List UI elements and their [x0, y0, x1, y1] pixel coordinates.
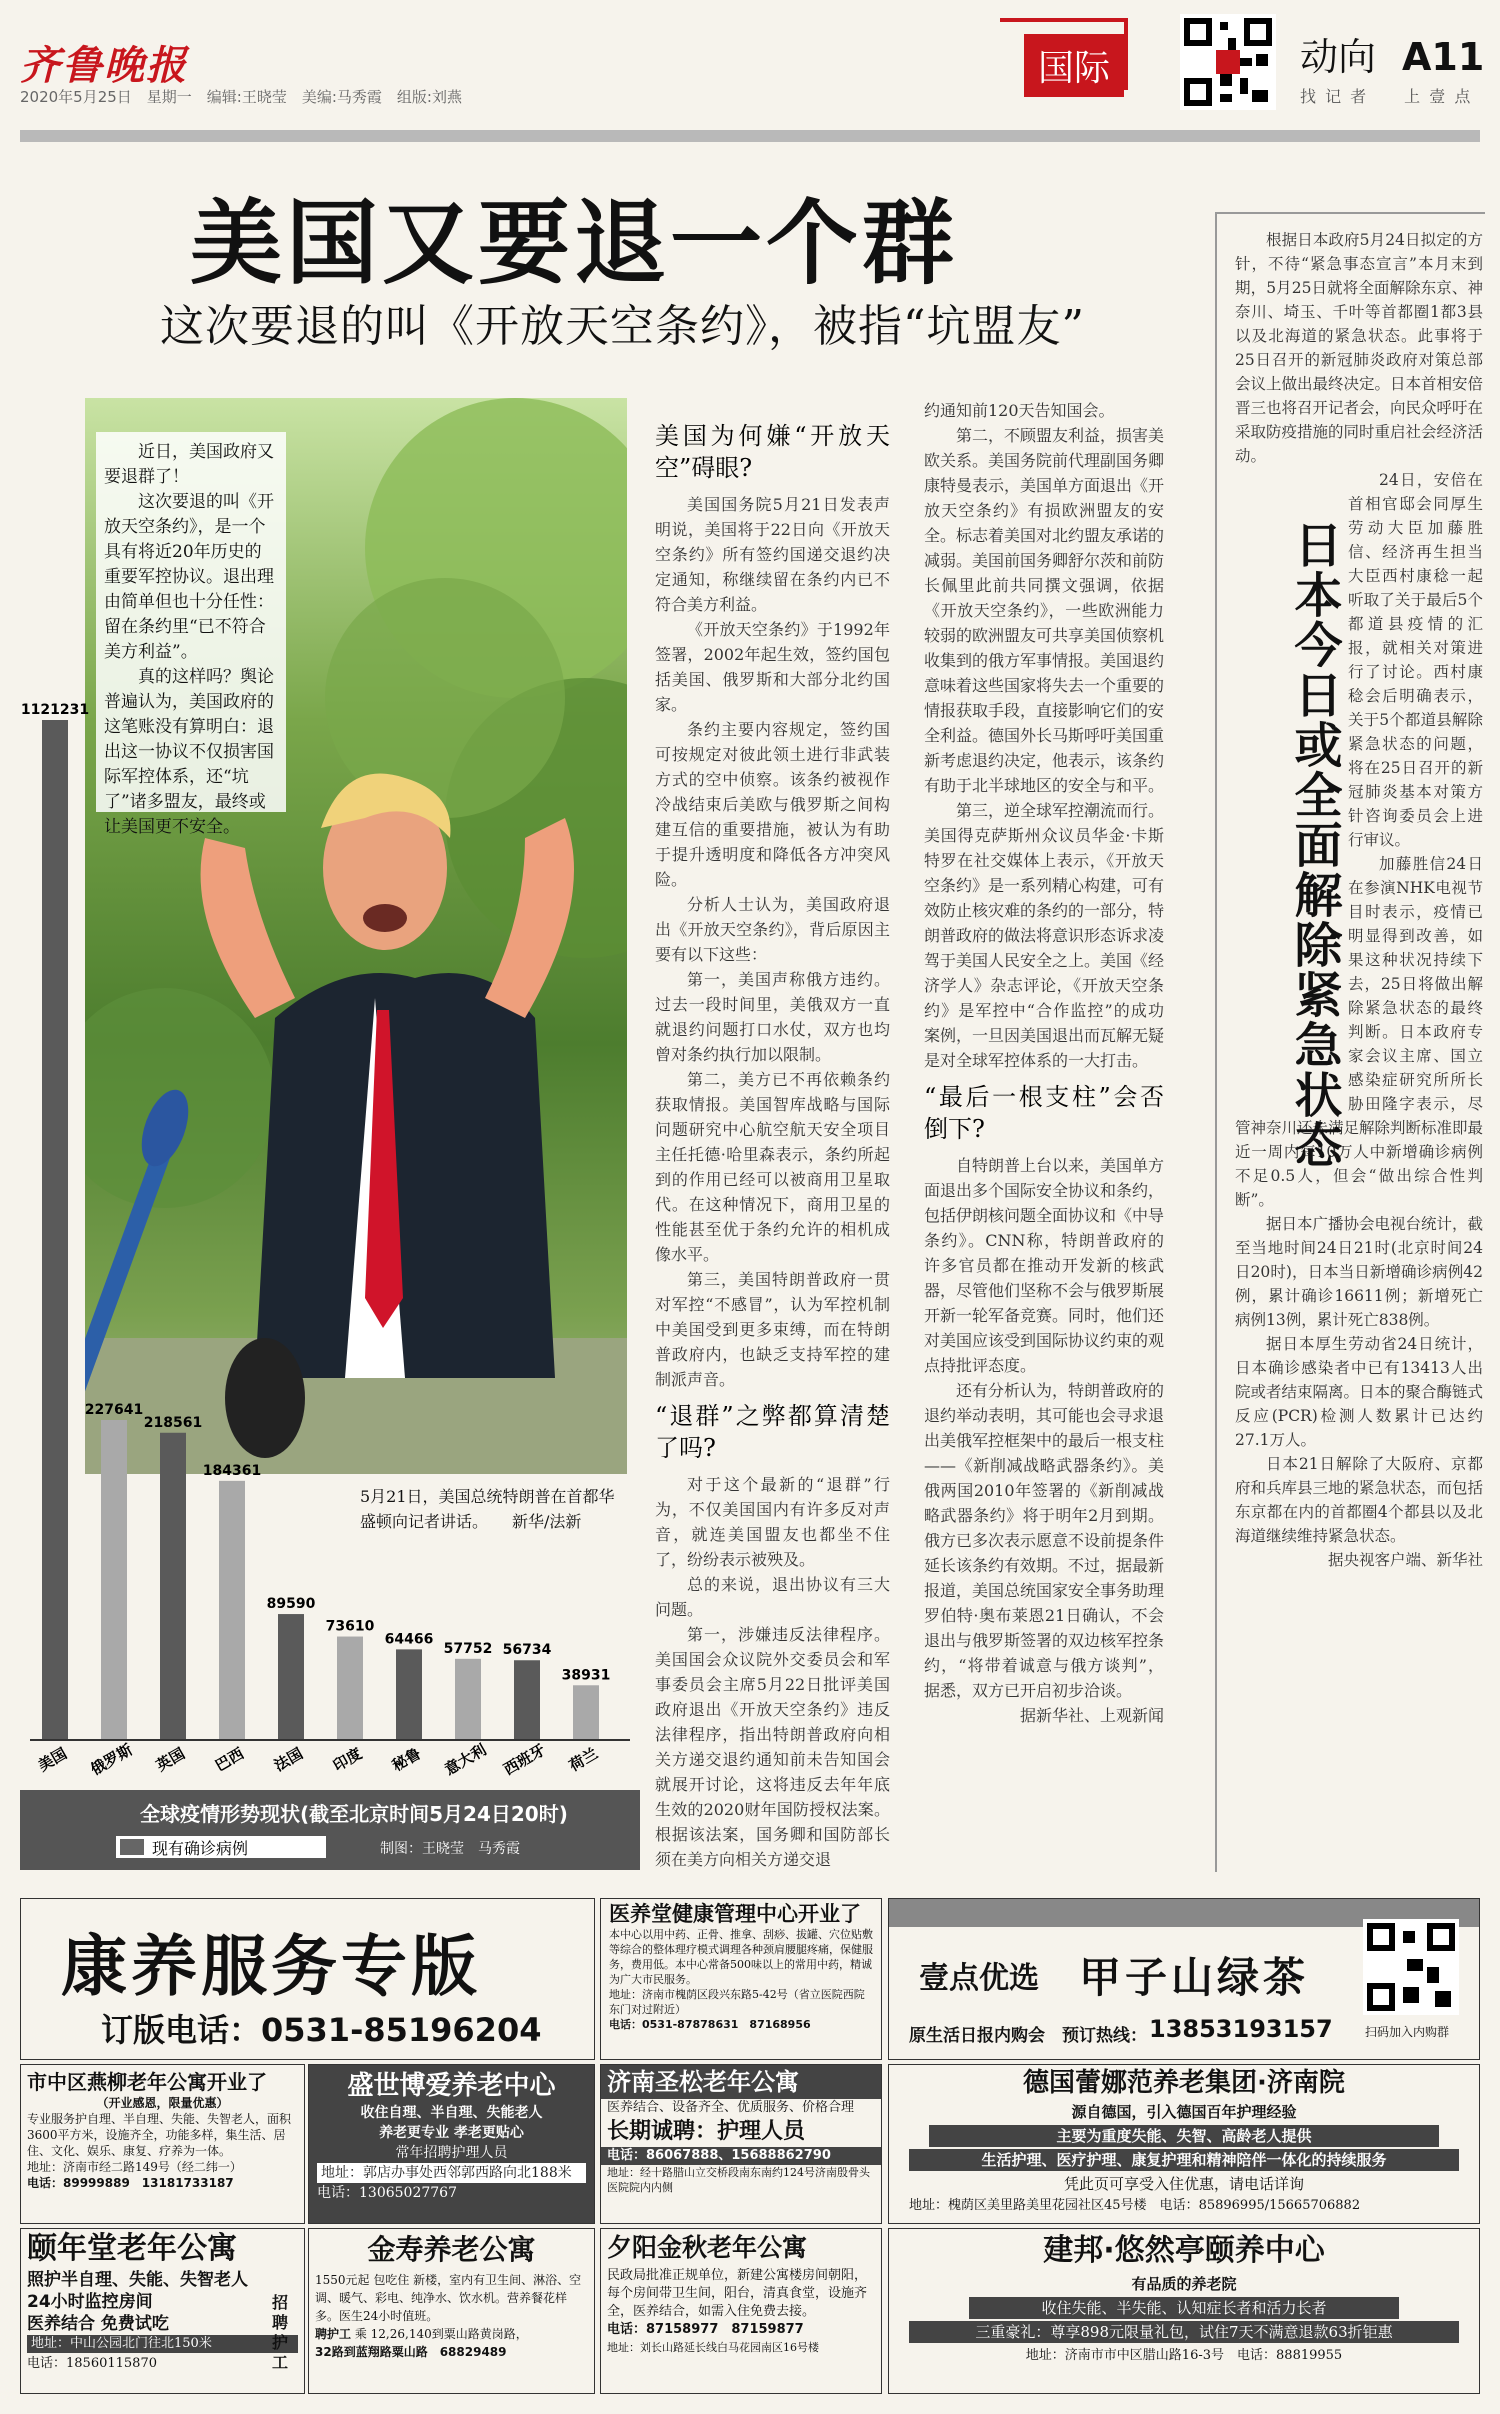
- section-label: 国际: [1024, 34, 1124, 97]
- bar-秘鲁: [396, 1649, 422, 1740]
- col1-heading-2: “退群”之弊都算清楚了吗?: [655, 1402, 890, 1462]
- chart-title: 全球疫情形势现状(截至北京时间5月24日20时): [140, 1802, 568, 1826]
- qr-code-icon: [1363, 1919, 1459, 2015]
- category-label: 秘鲁: [389, 1744, 424, 1775]
- ad-tea-tel: 13853193157: [1149, 2015, 1333, 2043]
- ad-kangyang-title: 康养服务专版: [61, 1928, 481, 2005]
- ad-tea: [888, 1898, 1480, 2060]
- sidebar-title: 日本今日或全面解除紧急状态: [1286, 520, 1342, 1170]
- bar-value-label: 57752: [443, 1640, 493, 1657]
- category-label: 法国: [271, 1744, 306, 1775]
- bar-意大利: [455, 1659, 481, 1740]
- chart-credit: 制图：王晓莹 马秀霞: [380, 1841, 520, 1857]
- bar-value-label: 38931: [561, 1667, 611, 1684]
- ad-tea-brand: 壹点优选: [919, 1961, 1039, 1996]
- bar-value-label: 218561: [143, 1414, 203, 1431]
- bar-英国: [160, 1433, 186, 1740]
- category-label: 西班牙: [500, 1740, 549, 1779]
- article-col-2: 约通知前120天告知国会。 第二，不顾盟友利益，损害美欧关系。美国务院前代理副国务卿康特曼表示，美国单方面退出《开放天空条约》有损欧洲盟友的安全。标志着美国对北约盟友承诺的减弱。美国前国务卿舒尔茨和前防长佩里此前共同撰文强调，依据《开放天空条约》，一些欧洲能力较弱的欧洲盟友可共享美国侦察机收集到的俄方军事情报。美国退约意味着这些国家将失去一个重要的情报获取手段，直接影响它们的安全利益。德国外长马斯呼吁美国重新考虑退约决定，他表示，该条约有助于北半球地区的安全与和平。 第三，逆全球军控潮流而行。美国得克萨斯州众议员华金·卡斯特罗在社交媒体上表示，《开放天空条约》是一系列精心构建，可有效防止核灾难的条约的一部分，特朗普政府的做法将意识形态诉求凌驾于美国人民安全之上。美国《经济学人》杂志评论，《开放天空条约》是军控中“合作监控”的成功案例，一旦因美国退出而瓦解无疑是对全球军控体系的一大打击。 “最后一根支柱”会否倒下? 自特朗普上台以来，美国单方面退出多个国际安全协议和条约，包括伊朗核问题全面协议和《中导条约》。CNN称，特朗普政府的许多官员都在推动开发新的核武器，尽管他们坚称不会与俄罗斯展开新一轮军备竞赛。同时，他们还对美国应该受到国际协议约束的观点持批评态度。 还有分析认为，特朗普政府的退约举动表明，其可能也会寻求退出美俄军控框架中的最后一根支柱——《新削减战略武器条约》。美俄两国2010年签署的《新削减战略武器条约》将于明年2月到期。俄方已多次表示愿意不设前提条件延长该条约有效期。不过，据最新报道，美国总统国家安全事务助理罗伯特·奥布莱恩21日确认，不会退出与俄罗斯签署的双边核军控条约，“将带着诚意与俄方谈判”，据悉，双方已开启初步洽谈。 据新华社、上观新闻: [924, 398, 1164, 1868]
- qr-code-icon: [1180, 14, 1276, 110]
- ad-kangyang: [20, 1898, 595, 2060]
- article-source: 据新华社、上观新闻: [1019, 1706, 1164, 1725]
- intro-p3: 真的这样吗？舆论普遍认为，美国政府的这笔账没有算明白：退出这一协议不仅损害国际军控体系，还“坑了”诸多盟友，最终或让美国更不安全。: [104, 667, 274, 837]
- category-label: 巴西: [212, 1744, 247, 1775]
- bar-value-label: 89590: [266, 1596, 316, 1613]
- ad-jianbang: 建邦·悠然亭颐养中心 有品质的养老院 收住失能、半失能、认知症长者和活力长者 三重豪礼：尊享898元限量礼包，试住7天不满意退款63折钜惠 地址：济南市市中区腊山路16-3号 电话：88819955: [888, 2228, 1480, 2394]
- category-label: 意大利: [441, 1740, 490, 1779]
- bar-value-label: 227641: [84, 1402, 144, 1418]
- photo-caption: 5月21日，美国总统特朗普在首都华盛顿向记者讲话。 新华/法新: [360, 1487, 615, 1531]
- header-rule: [20, 130, 1480, 142]
- bar-value-label: 1121231: [20, 702, 90, 718]
- page-title: 动向 A11: [1300, 35, 1485, 79]
- section-tag: [1000, 18, 1128, 90]
- category-label: 英国: [153, 1744, 188, 1775]
- ad-shengsong: 济南圣松老年公寓 医养结合、设备齐全、优质服务、价格合理 长期诚聘：护理人员 电话：86067888、15688862790 地址：经十路腊山立交桥段南东南约124号济南殷骨头医院院内内侧: [600, 2064, 882, 2224]
- sidebar-source: 据央视客户端、新华社: [1327, 1551, 1483, 1569]
- ad-yinian: 颐年堂老年公寓 照护半自理、失能、失智老人 24小时监控房间 医养结合 免费试吃 地址：中山公园北门往北150米 电话：18560115870 招聘护工: [20, 2228, 305, 2394]
- bar-俄罗斯: [101, 1420, 127, 1740]
- bar-美国: [42, 720, 68, 1740]
- col1-heading-1: 美国为何嫌“开放天空”碍眼?: [655, 422, 890, 482]
- ad-tea-qr-label: 扫码加入内购群: [1365, 2025, 1450, 2039]
- sidebar-article: 根据日本政府5月24日拟定的方针，不待“紧急事态宣言”本月末到期，5月25日就将全面解除东京、神奈川、埼玉、千叶等首都圈1都3县以及北海道的紧急状态。此事将于25日召开的新冠肺炎政府对策总部会议上做出最终决定。日本首相安倍晋三也将召开记者会，向民众呼吁在采取防疫措施的同时重启社会经济活动。 24日，安倍在首相官邸会同厚生劳动大臣加藤胜信、经济再生担当大臣西村康稔一起听取了关于最后5个都道县疫情的汇报，就相关对策进行了讨论。西村康稔会后明确表示，关于5个都道县解除紧急状态的问题，将在25日召开的新冠肺炎基本对策方针咨询委员会上进行审议。 加藤胜信24日在参演NHK电视节目时表示，疫情已明显得到改善，如果这种状况持续下去，25日将做出解除紧急状态的最终判断。日本政府专家会议主席、国立感染症研究所所长胁田隆字表示，尽管神奈川还未满足解除判断标准即最近一周内每10万人中新增确诊病例不足0.5人，但会“做出综合性判断”。 据日本广播协会电视台统计，截至当地时间24日21时(北京时间24日20时)，日本当日新增确诊病例42例，累计确诊16611例；新增死亡病例13例，累计死亡838例。 据日本厚生劳动省24日统计，日本确诊感染者中已有13413人出院或者结束隔离。日本的聚合酶链式反应(PCR)检测人数累计已达约27.1万人。 日本21日解除了大阪府、京都府和兵库县三地的紧急状态，而包括东京都在内的首都圈4个都县以及北海道继续维持紧急状态。 据央视客户端、新华社: [1235, 228, 1483, 1868]
- bar-value-label: 73610: [325, 1618, 375, 1635]
- chart-legend: 现有确诊病例: [116, 1836, 326, 1858]
- subheadline: 这次要退的叫《开放天空条约》，被指“坑盟友”: [160, 301, 1085, 352]
- ad-xiyang: 夕阳金秋老年公寓 民政局批准正规单位，新建公寓楼房间朝阳，每个房间带卫生间，阳台，清真食堂，设施齐全，医养结合，如需入住免费去接。 电话：87158977 87159877 地址：刘长山路延长线白马花园南区16号楼: [600, 2228, 882, 2394]
- ad-tea-product: 甲子山绿茶: [1079, 1953, 1310, 2002]
- ad-lenafan: 德国蕾娜范养老集团·济南院 源自德国，引入德国百年护理经验 主要为重度失能、失智、高龄老人提供 生活护理、医疗护理、康复护理和精神陪伴一体化的持续服务 凭此页可享受入住优惠，请电话详询 地址：槐荫区美里路美里花园社区45号楼 电话：85896995/15665706882: [888, 2064, 1480, 2224]
- bar-value-label: 64466: [384, 1631, 434, 1648]
- ad-shengshi: 盛世博爱养老中心 收住自理、半自理、失能老人 养老更专业 孝老更贴心 常年招聘护理人员 地址：郭店办事处西邻郭西路向北188米 电话：13065027767: [308, 2064, 595, 2224]
- bar-印度: [337, 1637, 363, 1740]
- page-number: A11: [1402, 35, 1485, 79]
- covid-bar-chart: [20, 700, 640, 1790]
- date-line: 2020年5月25日 星期一 编辑:王晓莹 美编:马秀霞 组版:刘燕: [20, 88, 462, 106]
- category-label: 俄罗斯: [87, 1740, 136, 1779]
- legend-swatch: [120, 1839, 144, 1855]
- article-col-1: 美国为何嫌“开放天空”碍眼? 美国国务院5月21日发表声明说，美国将于22日向《开放天空条约》所有签约国递交退约决定通知，称继续留在条约内已不符合美方利益。 《开放天空条约》于1992年签署，2002年起生效，签约国包括美国、俄罗斯和大部分北约国家。 条约主要内容规定，签约国可按规定对彼此领土进行非武装方式的空中侦察。该条约被视作冷战结束后美欧与俄罗斯之间构建互信的重要措施，被认为有助于提升透明度和降低各方冲突风险。 分析人士认为，美国政府退出《开放天空条约》，背后原因主要有以下这些： 第一，美国声称俄方违约。过去一段时间里，美俄双方一直就退约问题打口水仗，双方也均曾对条约执行加以限制。 第二，美方已不再依赖条约获取情报。美国智库战略与国际问题研究中心航空航天安全项目主任托德·哈里森表示，条约所起到的作用已经可以被商用卫星取代。在这种情况下，商用卫星的性能甚至优于条约允许的相机成像水平。 第三，美国特朗普政府一贯对军控“不感冒”，认为军控机制中美国受到更多束缚，而在特朗普政府内，也缺乏支持军控的建制派声音。 “退群”之弊都算清楚了吗? 对于这个最新的“退群”行为，不仅美国国内有许多反对声音，就连美国盟友也都坐不住了，纷纷表示被殃及。 总的来说，退出协议有三大问题。 第一，涉嫌违反法律程序。美国国会众议院外交委员会和军事委员会主席5月22日批评美国政府退出《开放天空条约》违反法律程序，指出特朗普政府向相关方递交退约通知前未告知国会就展开讨论，这将违反去年年底生效的2020财年国防授权法案。根据该法案，国务卿和国防部长须在美方向相关方递交退: [655, 422, 890, 1869]
- category-label: 美国: [35, 1744, 70, 1775]
- intro-p2: 这次要退的叫《开放天空条约》，是一个具有将近20年历史的重要军控协议。退出理由简单但也十分任性：留在条约里“已不符合美方利益”。: [104, 492, 274, 662]
- headline: 美国又要退一个群: [190, 190, 959, 297]
- category-label: 印度: [330, 1744, 365, 1775]
- ad-yanliu: 市中区燕柳老年公寓开业了 （开业感恩，限量优惠） 专业服务护自理、半自理、失能、失智老人，面积3600平方米，设施齐全，功能多样，集生活、居住、文化、娱乐、康复、疗养为一体。 地址：济南市经二路149号（经二纬一） 电话：89999889 13181733187: [20, 2064, 305, 2224]
- masthead-logo: 齐鲁晚报: [20, 42, 188, 89]
- bar-法国: [278, 1614, 304, 1740]
- col2-heading: “最后一根支柱”会否倒下?: [924, 1083, 1164, 1143]
- bar-荷兰: [573, 1685, 599, 1740]
- intro-p1: 近日，美国政府又要退群了！: [104, 442, 274, 487]
- ad-yiyangtang: 医养堂健康管理中心开业了 本中心以用中药、正骨、推拿、刮痧、拔罐、穴位贴敷等综合的整体理疗模式调理各种颈肩腰腿疼痛，保健服务，费用低。本中心常备500味以上的常用中药，精诚为广大市民服务。 地址：济南市槐荫区段兴东路5-42号（省立医院西院东门对过附近） 电话：0531-87878631 87168956: [600, 1898, 882, 2060]
- editor-line: 找 记 者 上 壹 点: [1300, 87, 1473, 106]
- ad-jinshou: 金寿养老公寓 1550元起 包吃住 新楼，室内有卫生间、淋浴、空调、暖气、彩电、纯净水、饮水机。营养餐花样多。医生24小时值班。 聘护工 乘 12,26,140到粟山路黄岗路， 32路到蓝翔路粟山路 68829489: [308, 2228, 595, 2394]
- bar-西班牙: [514, 1660, 540, 1740]
- bar-巴西: [219, 1481, 245, 1740]
- bar-value-label: 184361: [202, 1462, 262, 1479]
- bar-value-label: 56734: [502, 1642, 552, 1659]
- ad-tea-line: 原生活日报内购会 预订热线：: [909, 2026, 1147, 2046]
- ad-yiyangtang-title: 医养堂健康管理中心开业了: [609, 1902, 861, 1926]
- ad-kangyang-phone: 订版电话：0531-85196204: [101, 2011, 542, 2049]
- category-label: 荷兰: [566, 1744, 601, 1775]
- chart-title-bar: [20, 1790, 640, 1870]
